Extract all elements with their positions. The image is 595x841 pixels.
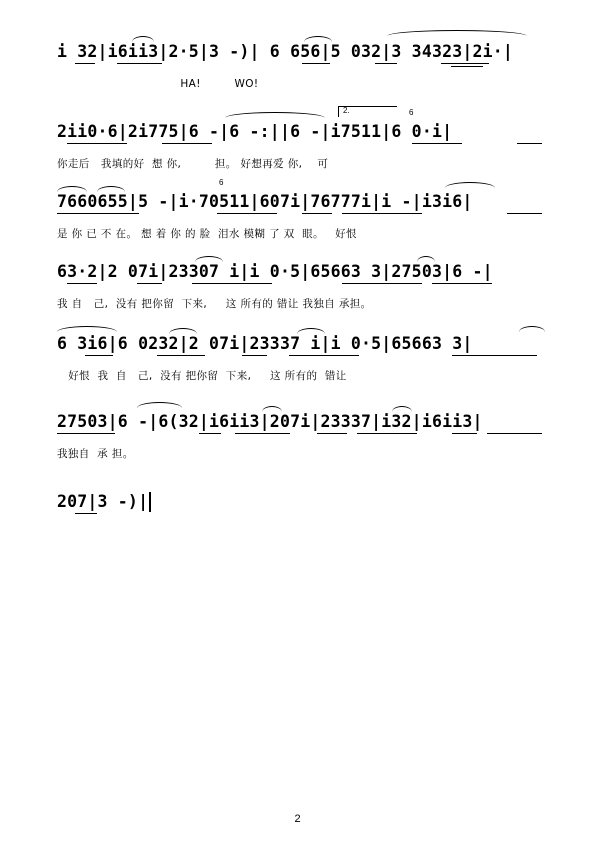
final-barline [149, 492, 151, 512]
slur-mark [132, 36, 154, 42]
lyrics-line [57, 526, 547, 542]
duration-underline [75, 513, 97, 514]
duration-underline [137, 283, 162, 284]
lyrics-line: 好恨 我 自 己, 没有 把你留 下来, 这 所有的 错让 [57, 370, 347, 382]
duration-underline [342, 283, 422, 284]
grace-note: 6 [219, 178, 224, 187]
duration-underline [487, 433, 542, 434]
duration-underline [67, 283, 97, 284]
notation-line: 27503|6 -|6(32|i6ii3|207i|23337|i32|i6ii3| [57, 412, 483, 431]
lyrics-line: 我独自 承 担。 [57, 448, 134, 460]
duration-underline [217, 213, 277, 214]
duration-underline [162, 143, 212, 144]
notation-line: 2ii0·6|2i775|6 -|6 -:||6 -|i7511|6 0·i| [57, 122, 453, 141]
slur-mark [445, 182, 495, 188]
slur-mark [225, 112, 325, 118]
duration-underline [199, 433, 221, 434]
lyrics-line: 是 你 已 不 在。 想 着 你 的 脸 泪水 模糊 了 双 眼。 好恨 [57, 228, 357, 240]
notation-line: 6 3i6|6 0232|2 07i|23337 i|i 0·5|65663 3| [57, 334, 473, 353]
duration-underline [451, 66, 483, 67]
slur-mark [57, 326, 117, 332]
duration-underline [242, 355, 267, 356]
duration-underline [302, 213, 332, 214]
duration-underline [432, 283, 492, 284]
duration-underline [507, 213, 542, 214]
duration-underline [357, 433, 417, 434]
duration-underline [192, 283, 272, 284]
volta-bracket [338, 106, 397, 117]
duration-underline [289, 355, 359, 356]
duration-underline [235, 433, 290, 434]
duration-underline [57, 213, 139, 214]
duration-underline [441, 63, 489, 64]
page-number: 2 [294, 813, 301, 825]
lyrics-line: 我 自 己, 没有 把你留 下来, 这 所有的 错让 我独自 承担。 [57, 298, 372, 310]
notation-line: 63·2|2 07i|23307 i|i 0·5|65663 3|27503|6 -| [57, 262, 493, 281]
duration-underline [412, 143, 462, 144]
notation-line: 207|3 -)| [57, 492, 149, 511]
notation-line: i 32|i6ii3|2·5|3 -)| 6 656|5 032|3 34323|2i·| [57, 42, 514, 61]
duration-underline [157, 355, 205, 356]
volta-label: 2. [343, 106, 350, 115]
slur-mark [304, 36, 332, 42]
slur-mark [57, 186, 87, 192]
slur-mark [519, 326, 545, 332]
duration-underline [67, 143, 127, 144]
grace-note: 6 [409, 108, 414, 117]
slur-mark [137, 402, 182, 408]
duration-underline [57, 433, 115, 434]
slur-mark [97, 186, 125, 192]
duration-underline [452, 433, 477, 434]
slur-mark [387, 30, 527, 36]
duration-underline [517, 143, 542, 144]
duration-underline [117, 63, 162, 64]
duration-underline [342, 213, 422, 214]
slur-mark [392, 406, 412, 412]
duration-underline [375, 63, 397, 64]
duration-underline [317, 433, 347, 434]
duration-underline [452, 355, 537, 356]
duration-underline [75, 63, 95, 64]
slur-mark [169, 328, 197, 334]
duration-underline [302, 63, 330, 64]
lyrics-line: 你走后 我填的好 想 你, 担。 好想再爱 你, 可 [57, 158, 329, 170]
slur-mark [417, 256, 435, 262]
slur-mark [195, 256, 223, 262]
lyrics-line: HA! WO! [57, 78, 259, 90]
duration-underline [85, 355, 113, 356]
slur-mark [297, 328, 325, 334]
slur-mark [262, 406, 282, 412]
notation-line: 7660655|5 -|i·70511|607i|76777i|i -|i3i6| [57, 192, 473, 211]
